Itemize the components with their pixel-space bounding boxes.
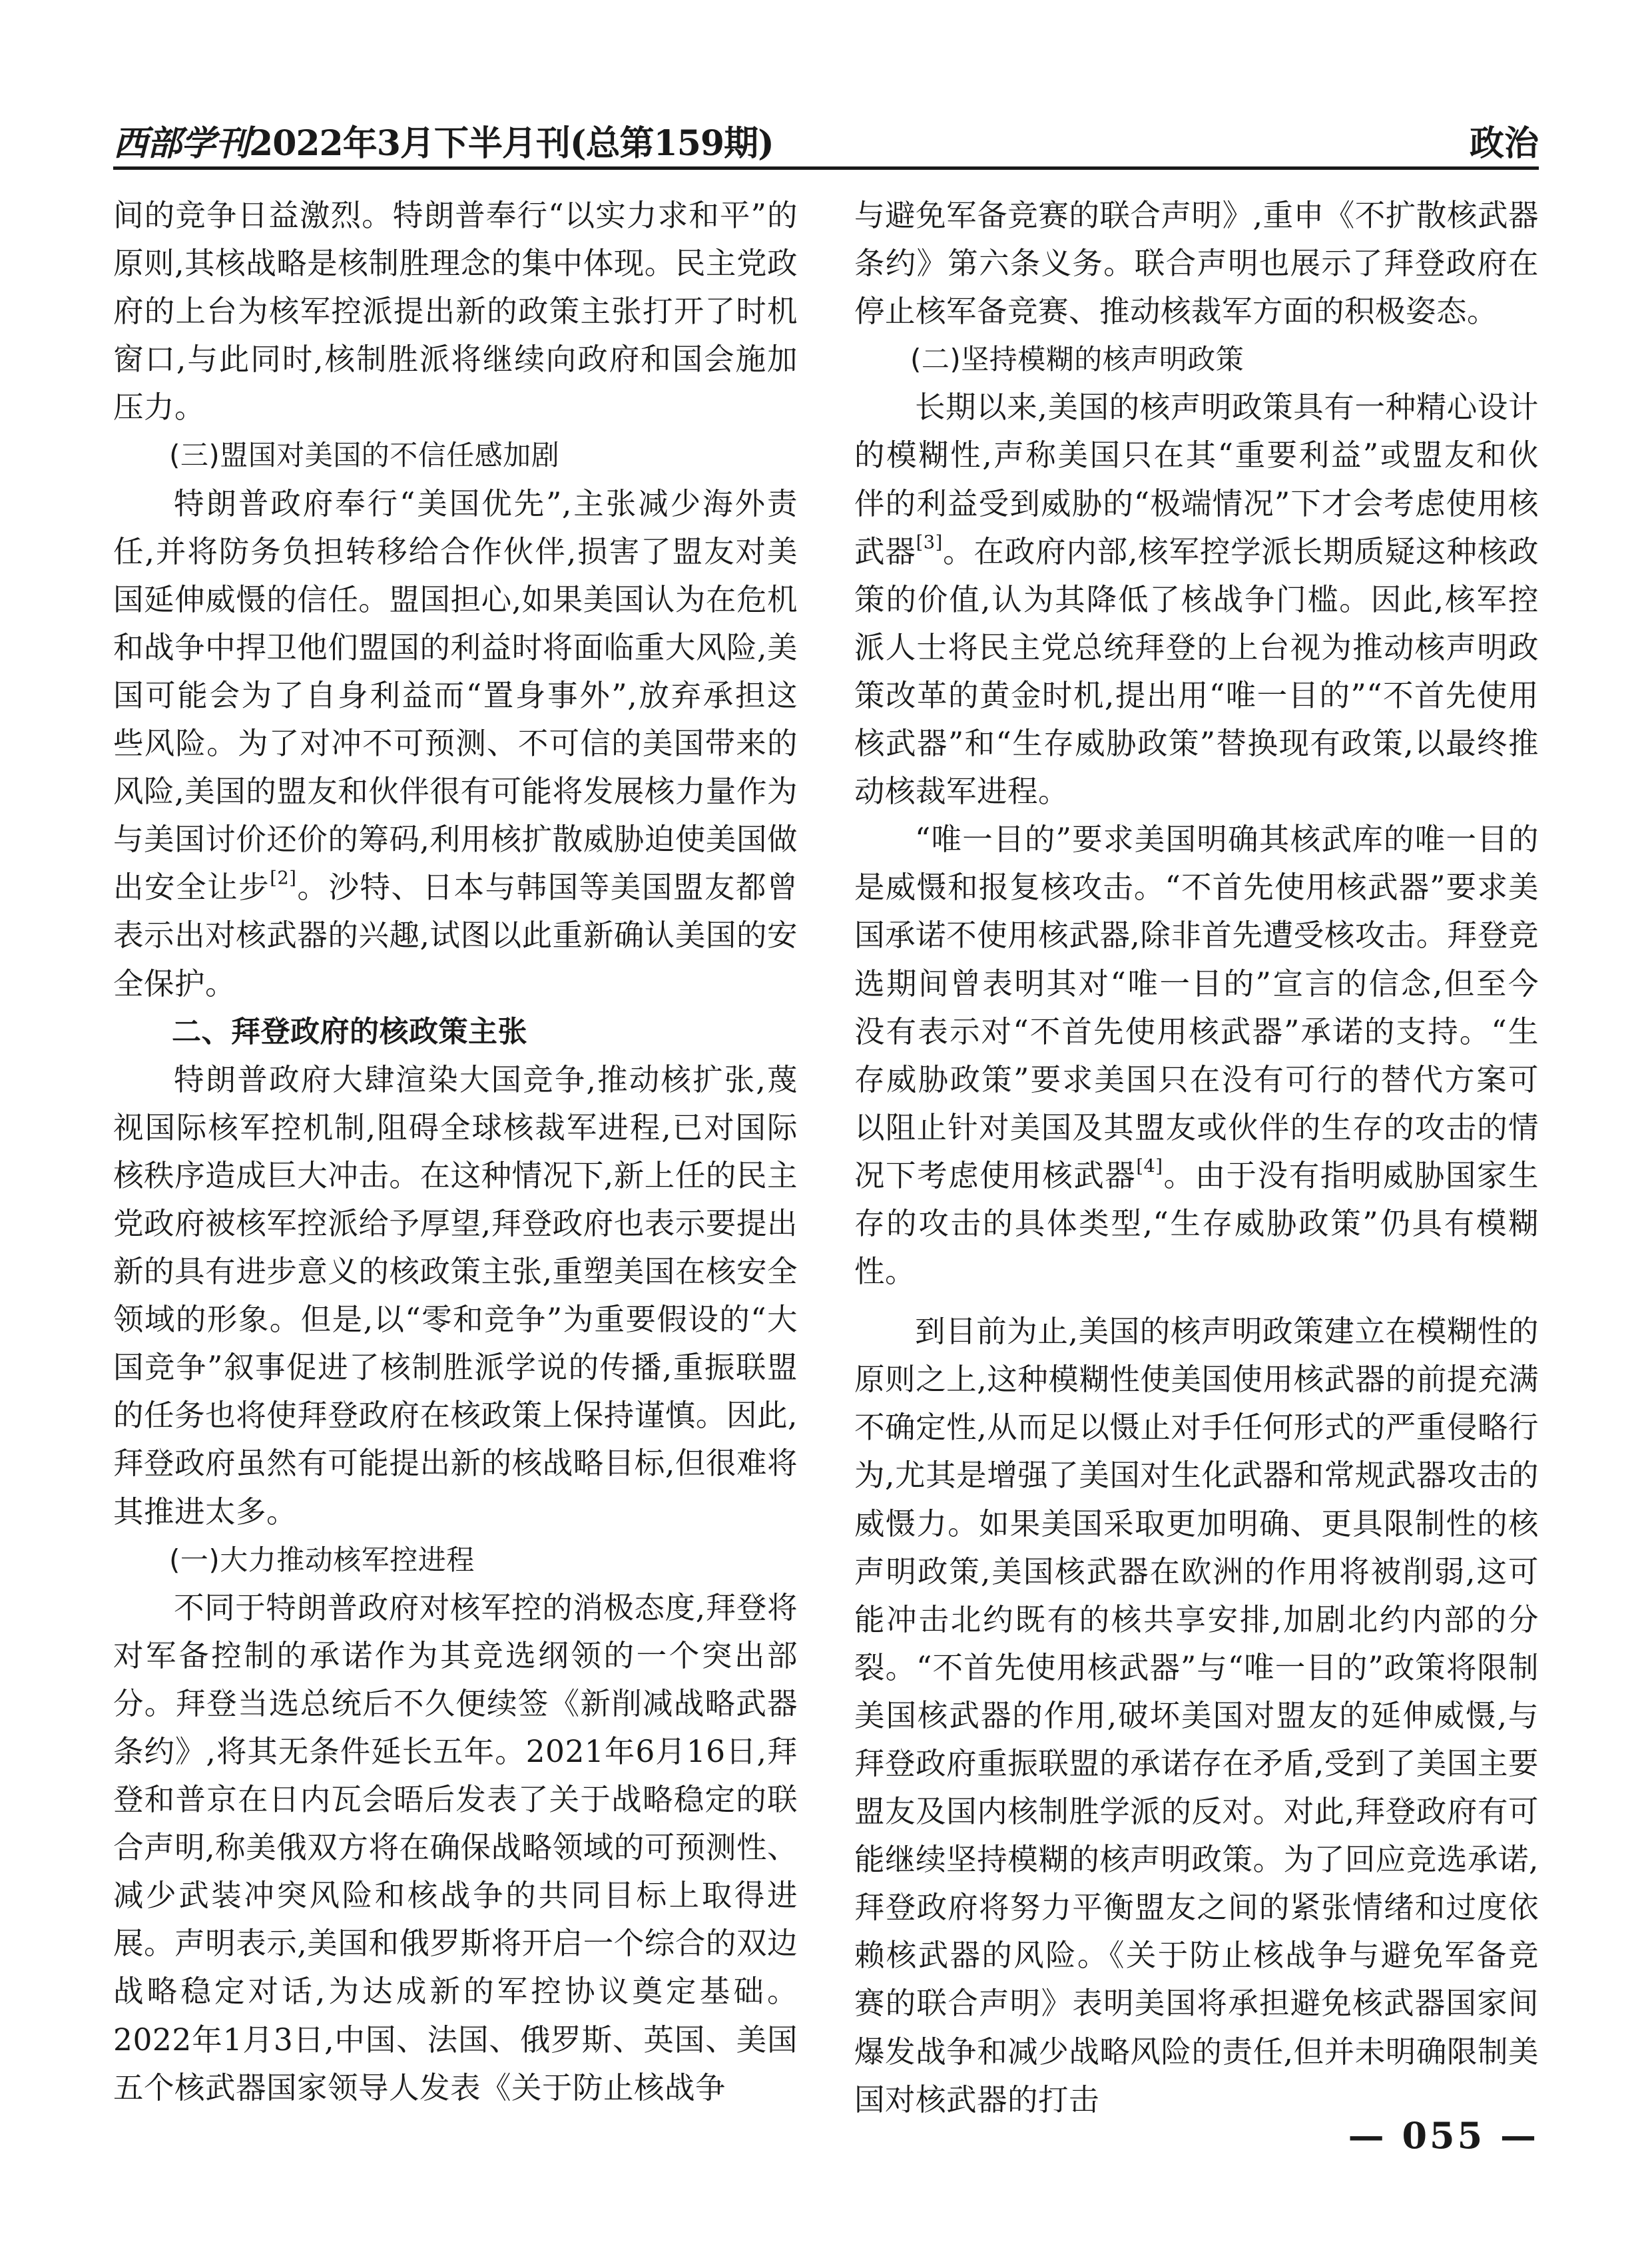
journal-title (113, 115, 774, 165)
paragraph: 与避免军备竞赛的联合声明》,重申《不扩散核武器条约》第六条义务。联合声明也展示了拜登政府在停止核军备竞赛、推动核裁军方面的积极姿态。 (854, 198, 1539, 330)
citation-ref: [2] (270, 868, 297, 889)
header-rule (113, 166, 1539, 170)
paragraph: 到目前为止,美国的核声明政策建立在模糊性的原则之上,这种模糊性使美国使用核武器的前提充满不确定性,从而足以慑止对手任何形式的严重侵略行为,尤其是增强了美国对生化武器和常规武器攻击的威慑力。如果美国采取更加明确、更具限制性的核声明政策,美国核武器在欧洲的作用将被削弱,这可能冲击北约既有的核共享安排,加剧北约内部的分裂。“不首先使用核武器”与“唯一目的”政策将限制美国核武器的作用,破坏美国对盟友的延伸威慑,与拜登政府重振联盟的承诺存在矛盾,受到了美国主要盟友及国内核制胜学派的反对。对此,拜登政府有可能继续坚持模糊的核声明政策。为了回应竞选承诺,拜登政府将努力平衡盟友之间的紧张情绪和过度依赖核武器的风险。《关于防止核战争与避免军备竞赛的联合声明》表明美国将承担避免核武器国家间爆发战争和减少战略风险的责任,但并未明确限制美国对核武器的打击 (854, 1314, 1539, 2117)
subheading: (二)坚持模糊的核声明政策 (910, 343, 1244, 376)
paragraph (113, 480, 798, 1008)
paragraph-text: 。沙特、日本与韩国等美国盟友都曾表示出对核武器的兴趣,试图以此重新确认美国的安全保护。 (113, 870, 798, 1001)
right-column (854, 192, 1539, 2124)
paragraph: 特朗普政府大肆渲染大国竞争,推动核扩张,蔑视国际核军控机制,阻碍全球核裁军进程,已对国际核秩序造成巨大冲击。在这种情况下,新上任的民主党政府被核军控派给予厚望,拜登政府也表示要提出新的具有进步意义的核政策主张,重塑美国在核安全领域的形象。但是,以“零和竞争”为重要假设的“大国竞争”叙事促进了核制胜派学说的传播,重振联盟的任务也将使拜登政府在核政策上保持谨慎。因此,拜登政府虽然有可能提出新的核战略目标,但很难将其推进太多。 (113, 1061, 798, 1530)
paragraph-text: 。由于没有指明威胁国家生存的攻击的具体类型,“生存威胁政策”仍具有模糊性。 (854, 1157, 1539, 1290)
running-header (113, 110, 1539, 163)
citation-ref: [3] (916, 532, 943, 553)
paragraph (854, 384, 1539, 816)
journal-brand: 西部学刊 (113, 123, 250, 164)
paragraph: 不同于特朗普政府对核军控的消极态度,拜登将对军备控制的承诺作为其竞选纲领的一个突出部分。拜登当选总统后不久便续签《新削减战略武器条约》,将其无条件延长五年。2021年6月16日,拜登和普京在日内瓦会晤后发表了关于战略稳定的联合声明,称美俄双方将在确保战略领域的可预测性、减少武装冲突风险和核战争的共同目标上取得进展。声明表示,美国和俄罗斯将开启一个综合的双边战略稳定对话,为达成新的军控协议奠定基础。2022年1月3日,中国、法国、俄罗斯、英国、美国五个核武器国家领导人发表《关于防止核战争 (113, 1589, 798, 2105)
paragraph: 间的竞争日益激烈。特朗普奉行“以实力求和平”的原则,其核战略是核制胜理念的集中体现。民主党政府的上台为核军控派提出新的政策主张打开了时机窗口,与此同时,核制胜派将继续向政府和国会施加压力。 (113, 198, 798, 425)
paragraph-text: 特朗普政府奉行“美国优先”,主张减少海外责任,并将防务负担转移给合作伙伴,损害了盟友对美国延伸威慑的信任。盟国担心,如果美国认为在危机和战争中捍卫他们盟国的利益时将面临重大风险,美国可能会为了自身利益而“置身事外”,放弃承担这些风险。为了对冲不可预测、不可信的美国带来的风险,美国的盟友和伙伴很有可能将发展核力量作为与美国讨价还价的筹码,利用核扩散威胁迫使美国做出安全让步 (113, 485, 798, 906)
paragraph-text: 。在政府内部,核军控学派长期质疑这种核政策的价值,认为其降低了核战争门槛。因此,核军控派人士将民主党总统拜登的上台视为推动核声明政策改革的黄金时机,提出用“唯一目的”“不首先使用核武器”和“生存威胁政策”替换现有政策,以最终推动核裁军进程。 (854, 533, 1539, 810)
paragraph-text: “唯一目的”要求美国明确其核武库的唯一目的是威慑和报复核攻击。“不首先使用核武器”要求美国承诺不使用核武器,除非首先遭受核攻击。拜登竞选期间曾表明其对“唯一目的”宣言的信念,但至今没有表示对“不首先使用核武器”承诺的支持。“生存威胁政策”要求美国只在没有可行的替代方案可以阻止针对美国及其盟友或伙伴的生存的攻击的情况下考虑使用核武器 (854, 822, 1539, 1193)
citation-ref: [4] (1136, 1156, 1163, 1177)
subheading: (三)盟国对美国的不信任感加剧 (169, 439, 560, 472)
paragraph (854, 816, 1539, 1296)
section-heading: 二、拜登政府的核政策主张 (172, 1014, 527, 1049)
section-label: 政治 (1469, 124, 1539, 164)
page-number: — 055 — (1348, 2114, 1539, 2157)
subheading: (一)大力推动核军控进程 (169, 1543, 475, 1576)
journal-issue: 2022年3月下半月刊(总第159期) (249, 123, 774, 164)
paragraph-text: 长期以来,美国的核声明政策具有一种精心设计的模糊性,声称美国只在其“重要利益”或盟友和伙伴的利益受到威胁的“极端情况”下才会考虑使用核武器 (854, 390, 1539, 569)
left-column (113, 192, 798, 2112)
